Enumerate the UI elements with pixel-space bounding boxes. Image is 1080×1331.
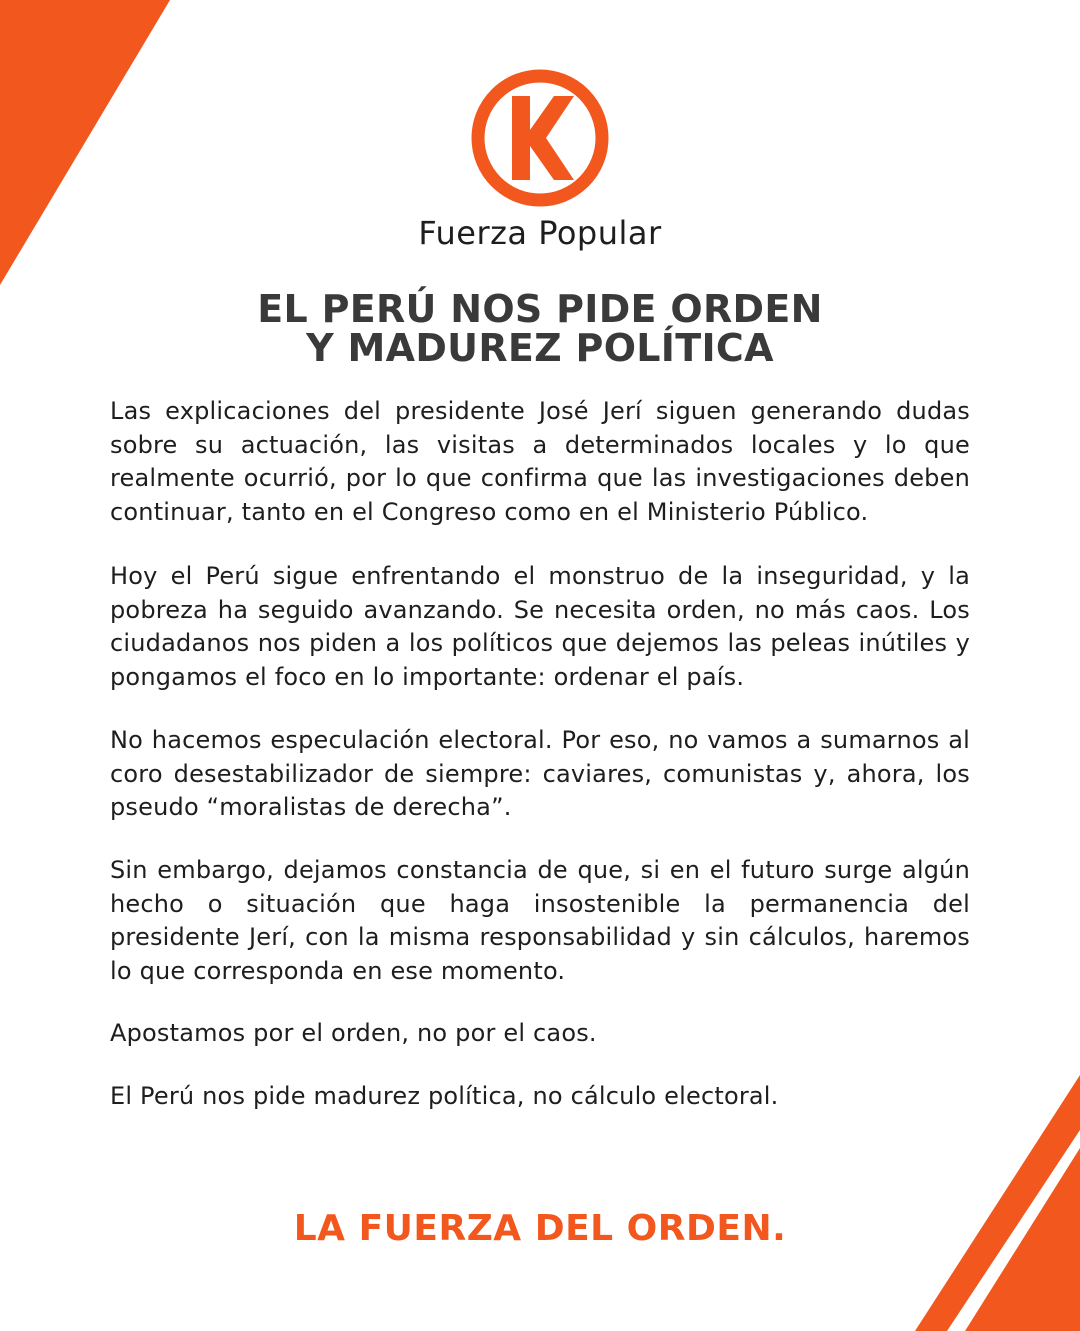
- logo: [0, 68, 1080, 208]
- paragraph-3: No hacemos especulación electoral. Por eso, no vamos a sumarnos al coro desestabilizador de siempre: caviares, comunistas y, ahora, los pseudo “moralistas de derecha”.: [110, 726, 970, 822]
- headline-line-2: Y MADUREZ POLÍTICA: [306, 326, 774, 370]
- paragraph-1: Las explicaciones del presidente José Jerí siguen generando dudas sobre su actuación, las visitas a determinados locales y lo que realmente ocurrió, por lo que confirma que las investigaciones deben continuar, tanto en el Congreso como en el Ministerio Público.: [110, 397, 970, 526]
- paragraph-6: El Perú nos pide madurez política, no cálculo electoral.: [110, 1082, 779, 1110]
- k-logo-icon: [470, 68, 610, 208]
- page-title: [0, 287, 1080, 370]
- slogan: LA FUERZA DEL ORDEN.: [293, 1208, 787, 1249]
- paragraph-5: Apostamos por el orden, no por el caos.: [110, 1019, 597, 1047]
- brand-name: Fuerza Popular: [418, 214, 662, 252]
- paragraph-4: Sin embargo, dejamos constancia de que, si en el futuro surge algún hecho o situación que haga insostenible la permanencia del presidente Jerí, con la misma responsabilidad y sin cálculos, haremos lo que corresponda en ese momento.: [110, 856, 970, 985]
- paragraph-2: Hoy el Perú sigue enfrentando el monstruo de la inseguridad, y la pobreza ha seguido avanzando. Se necesita orden, no más caos. Los ciudadanos nos piden a los políticos que dejemos las peleas inútiles y pongamos el foco en lo importante: ordenar el país.: [110, 562, 970, 691]
- headline-line-1: EL PERÚ NOS PIDE ORDEN: [257, 287, 823, 331]
